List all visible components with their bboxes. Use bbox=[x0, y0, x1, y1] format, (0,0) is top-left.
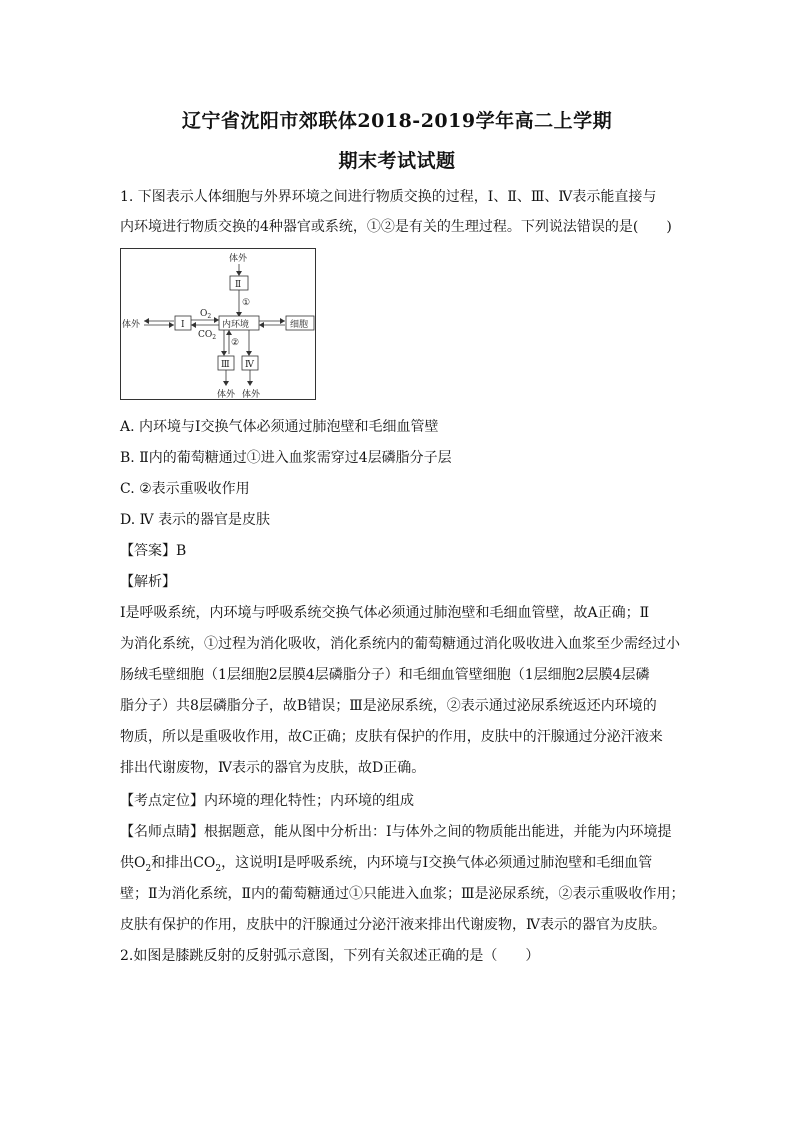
box-III-label: Ⅲ bbox=[221, 360, 230, 370]
process-mark-1: ① bbox=[242, 298, 251, 308]
option-a: A. 内环境与Ⅰ交换气体必须通过肺泡壁和毛细血管壁 bbox=[120, 419, 439, 435]
co2-subscript: 2 bbox=[212, 334, 217, 341]
document-title-line1: 辽宁省沈阳市郊联体2018-2019学年高二上学期 bbox=[181, 110, 613, 132]
subscript-2a: 2 bbox=[145, 863, 152, 874]
option-c: C. ②表示重吸收作用 bbox=[120, 481, 250, 497]
mingshi-line3: 壁；Ⅱ为消化系统，Ⅱ内的葡萄糖通过①只能进入血浆；Ⅲ是泌尿系统，②表示重吸收作用； bbox=[120, 886, 685, 902]
box-cell-label: 细胞 bbox=[290, 320, 309, 330]
o2-subscript: 2 bbox=[207, 313, 212, 320]
mingshi-line1: 【名师点睛】根据题意，能从图中分析出：Ⅰ与体外之间的物质能出能进，并能为内环境提 bbox=[120, 824, 672, 840]
analysis-heading: 【解析】 bbox=[120, 574, 176, 590]
mingshi-line2-part-b: 和排出CO bbox=[151, 855, 216, 871]
analysis-line: 为消化系统，①过程为消化吸收，消化系统内的葡萄糖通过消化吸收进入血浆至少需经过小 bbox=[120, 636, 680, 652]
label-outside-bottom-right: 体外 bbox=[242, 390, 261, 400]
option-b: B. Ⅱ内的葡萄糖通过①进入血浆需穿过4层磷脂分子层 bbox=[120, 450, 452, 466]
option-d: D. Ⅳ 表示的器官是皮肤 bbox=[120, 512, 271, 528]
exchange-diagram-svg bbox=[120, 248, 316, 400]
mingshi-line2-part-a: 供O bbox=[120, 855, 146, 871]
question1-stem-line2: 内环境进行物质交换的4种器官或系统，①②是有关的生理过程。下列说法错误的是( ) bbox=[120, 219, 672, 235]
kaodian: 【考点定位】内环境的理化特性；内环境的组成 bbox=[120, 793, 414, 809]
analysis-line: 排出代谢废物，Ⅳ表示的器官为皮肤，故D正确。 bbox=[120, 760, 426, 776]
mingshi-line4: 皮肤有保护的作用，皮肤中的汗腺通过分泌汗液来排出代谢废物，Ⅳ表示的器官为皮肤。 bbox=[120, 917, 666, 933]
subscript-2b: 2 bbox=[215, 863, 222, 874]
mingshi-line2 bbox=[120, 852, 652, 874]
co2-text: CO bbox=[198, 330, 213, 340]
box-IV-label: Ⅳ bbox=[245, 360, 254, 370]
label-outside-bottom-left: 体外 bbox=[217, 390, 236, 400]
mingshi-line2-part-c: ，这说明Ⅰ是呼吸系统，内环境与Ⅰ交换气体必须通过肺泡壁和毛细血管 bbox=[221, 855, 653, 871]
process-mark-2: ② bbox=[231, 338, 240, 348]
analysis-line: 物质，所以是重吸收作用，故C正确；皮肤有保护的作用，皮肤中的汗腺通过分泌汗液来 bbox=[120, 729, 663, 745]
box-II-label: Ⅱ bbox=[235, 280, 242, 290]
analysis-line: Ⅰ是呼吸系统，内环境与呼吸系统交换气体必须通过肺泡壁和毛细血管壁，故A正确；Ⅱ bbox=[120, 605, 650, 621]
label-outside-top: 体外 bbox=[229, 254, 248, 264]
document-title-line2: 期末考试试题 bbox=[338, 150, 456, 172]
analysis-line: 肠绒毛壁细胞（1层细胞2层膜4层磷脂分子）和毛细血管壁细胞（1层细胞2层膜4层磷 bbox=[120, 667, 650, 683]
analysis-line: 脂分子）共8层磷脂分子，故B错误；Ⅲ是泌尿系统，②表示通过泌尿系统返还内环境的 bbox=[120, 698, 657, 714]
answer: 【答案】B bbox=[120, 543, 187, 559]
box-internal-environment-label: 内环境 bbox=[222, 320, 250, 330]
label-outside-left: 体外 bbox=[122, 320, 141, 330]
question2-stem: 2.如图是膝跳反射的反射弧示意图，下列有关叙述正确的是（ ） bbox=[120, 948, 540, 964]
question1-stem-line1: 1. 下图表示人体细胞与外界环境之间进行物质交换的过程，Ⅰ、Ⅱ、Ⅲ、Ⅳ表示能直接与 bbox=[120, 189, 657, 205]
o2-text: O bbox=[200, 309, 208, 319]
exchange-diagram bbox=[120, 248, 316, 400]
box-I-label: Ⅰ bbox=[181, 320, 185, 330]
